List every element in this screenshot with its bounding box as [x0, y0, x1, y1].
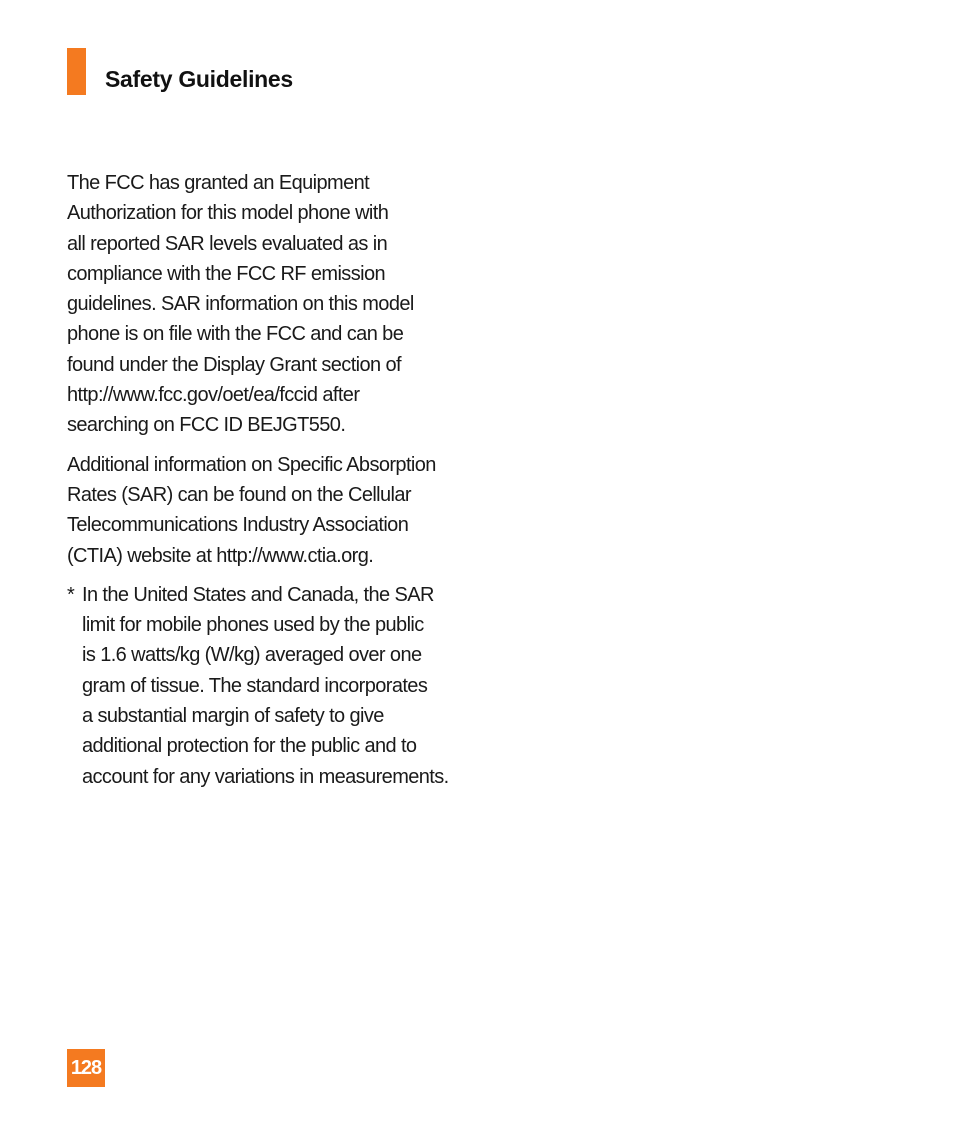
text-line: phone is on file with the FCC and can be	[67, 323, 404, 346]
text-line: In the United States and Canada, the SAR	[82, 583, 434, 606]
text-line: limit for mobile phones used by the public	[82, 614, 424, 637]
sar-information-paragraph	[67, 450, 457, 571]
text-line: Additional information on Specific Absorption	[67, 453, 436, 476]
text-line: is 1.6 watts/kg (W/kg) averaged over one	[82, 644, 422, 667]
text-line: Telecommunications Industry Association	[67, 514, 409, 537]
text-line: searching on FCC ID BEJGT550.	[67, 414, 346, 437]
text-line: found under the Display Grant section of	[67, 353, 401, 376]
text-line: guidelines. SAR information on this model	[67, 293, 414, 316]
text-line: compliance with the FCC RF emission	[67, 262, 385, 285]
text-line: additional protection for the public and to	[82, 735, 417, 758]
text-line: The FCC has granted an Equipment	[67, 172, 370, 194]
note-marker: *	[67, 583, 75, 606]
section-accent-bar	[67, 48, 86, 95]
text-line: a substantial margin of safety to give	[82, 705, 384, 728]
text-line: account for any variations in measurements.	[82, 765, 449, 788]
page-title: Safety Guidelines	[105, 66, 293, 92]
text-line: gram of tissue. The standard incorporates	[82, 674, 428, 697]
fcc-authorization-paragraph	[67, 168, 457, 441]
text-line: all reported SAR levels evaluated as in	[67, 232, 388, 255]
page-number: 128	[67, 1049, 105, 1087]
text-line: (CTIA) website at http://www.ctia.org.	[67, 544, 374, 567]
sar-limit-note	[67, 580, 457, 792]
text-line: http://www.fcc.gov/oet/ea/fccid after	[67, 384, 360, 407]
text-line: Rates (SAR) can be found on the Cellular	[67, 483, 411, 506]
text-line: Authorization for this model phone with	[67, 202, 389, 225]
body-content	[67, 168, 457, 801]
